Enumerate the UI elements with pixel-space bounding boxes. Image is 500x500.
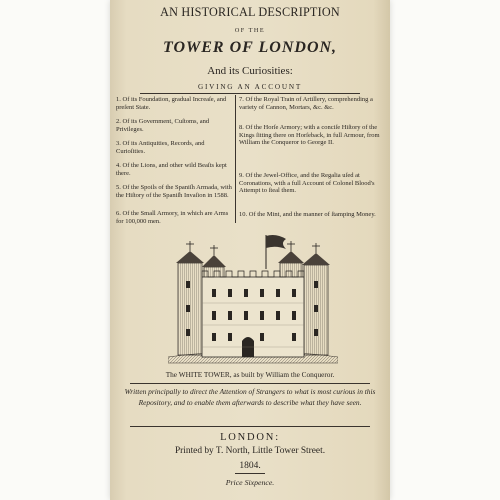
contents-item: 8. Of the Horſe Armory; with a conciſe Hiſtory of the Kings ſitting there on Horſeback, in full Armour, from William the Conqueror to George II. xyxy=(239,124,380,147)
imprint-printer: Printed by T. North, Little Tower Street. xyxy=(174,446,326,456)
giving-an-account: GIVING AN ACCOUNT xyxy=(197,83,303,91)
contents-item: 2. Of its Government, Cuſtoms, and Privileges. xyxy=(116,118,210,133)
title-line-2: TOWER OF LONDON, xyxy=(162,39,338,56)
intro-note: Written principally to direct the Attention of Strangers to what is most curious in this Repository, and to enable them afterwards to describe what they have seen. xyxy=(124,387,376,407)
contents-item: 3. Of its Antiquities, Records, and Curioſities. xyxy=(116,140,205,155)
contents-item: 5. Of the Spoils of the Spaniſh Armada, with the Hiſtory of the Spaniſh Invaſion in 1588. xyxy=(116,184,232,199)
middle-rule xyxy=(130,383,370,384)
white-tower-engraving-icon xyxy=(168,233,338,365)
subtitle: And its Curiosities: xyxy=(207,65,293,77)
contents-item: 1. Of its Foundation, gradual Increaſe, and preſent State. xyxy=(116,96,227,111)
contents-item: 6. Of the Small Armory, in which are Arms for 100,000 men. xyxy=(116,210,229,225)
short-rule xyxy=(235,473,265,474)
imprint-place: LONDON: xyxy=(220,432,280,443)
contents-item: 9. Of the Jewel-Office, and the Regalia uſed at Coronations, with a full Account of Colonel Blood's Attempt to ſteal them. xyxy=(239,172,375,195)
title-of-the: OF THE xyxy=(234,27,266,34)
column-divider xyxy=(235,95,236,223)
contents-item: 4. Of the Lions, and other wild Beaſts kept there. xyxy=(116,162,227,177)
imprint-price: Price Sixpence. xyxy=(225,478,275,487)
contents-item: 7. Of the Royal Train of Artillery, comprehending a variety of Cannon, Mortars, &c. &c. xyxy=(239,96,373,111)
title-line-1: AN HISTORICAL DESCRIPTION xyxy=(160,5,340,19)
lower-rule xyxy=(130,426,370,427)
imprint-year: 1804. xyxy=(239,461,261,471)
title-page xyxy=(110,0,390,500)
top-rule xyxy=(140,93,360,94)
contents-item: 10. Of the Mint, and the manner of ſtamping Money. xyxy=(239,211,376,218)
illustration-caption: The WHITE TOWER, as built by William the Conqueror. xyxy=(165,370,335,379)
